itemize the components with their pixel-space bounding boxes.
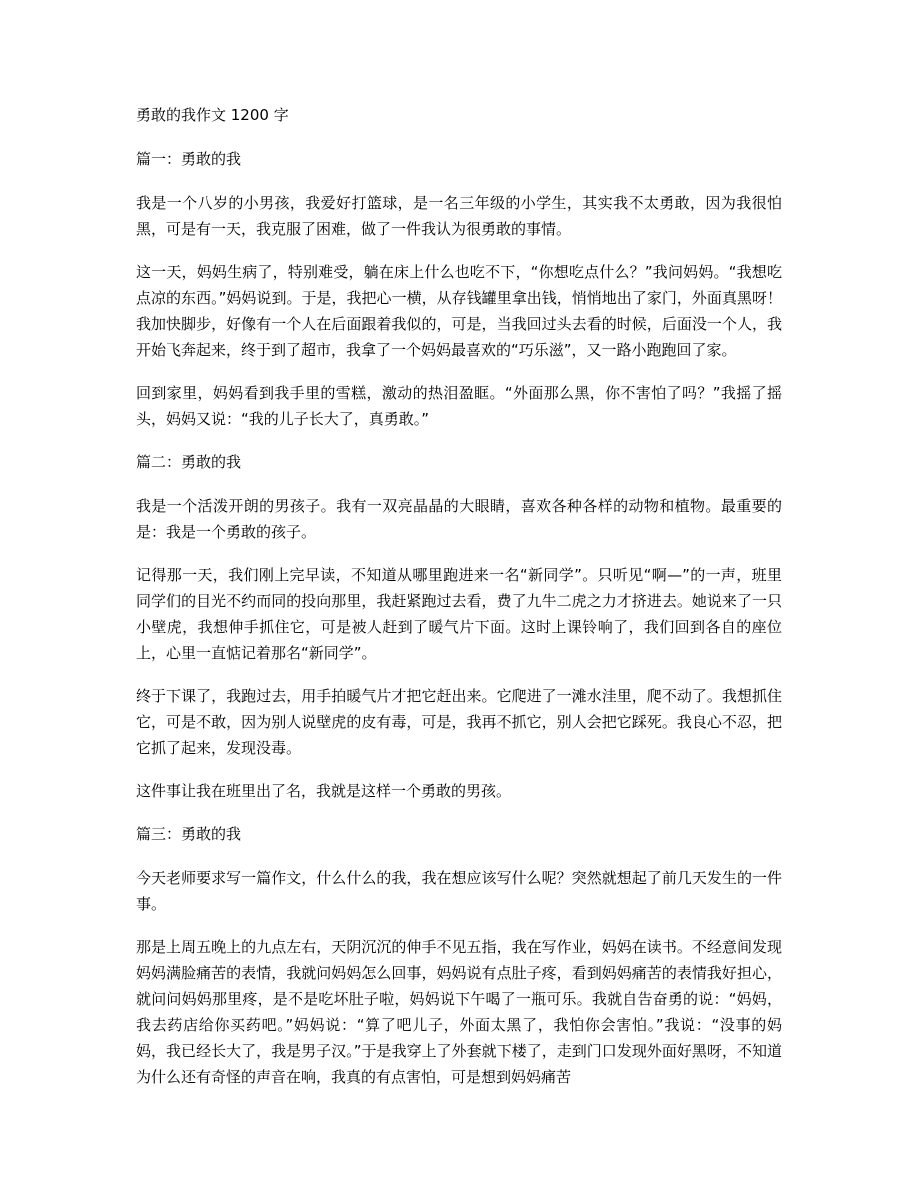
paragraph: 今天老师要求写一篇作文，什么什么的我，我在想应该写什么呢？突然就想起了前几天发生的一件事。 [136,869,782,913]
paragraph: 这一天，妈妈生病了，特别难受，躺在床上什么也吃不下，“你想吃点什么？”我问妈妈。“我想吃点凉的东西。”妈妈说到。于是，我把心一横，从存钱罐里拿出钱，悄悄地出了家门，外面真黑呀！我加快脚步，好像有一个人在后面跟着我似的，可是，当我回过头去看的时候，后面没一个人，我开始飞奔起来，终于到了超市，我拿了一个妈妈最喜欢的“巧乐滋”，又一路小跑跑回了家。 [136,263,782,359]
section-heading-1: 篇一：勇敢的我 [136,150,242,168]
document-page [136,102,782,1107]
paragraph: 记得那一天，我们刚上完早读，不知道从哪里跑进来一名“新同学”。只听见“啊—”的一声，班里同学们的目光不约而同的投向那里，我赶紧跑过去看，费了九牛二虎之力才挤进去。她说来了一只小壁虎，我想伸手抓住它，可是被人赶到了暖气片下面。这时上课铃响了，我们回到各自的座位上，心里一直惦记着那名“新同学”。 [136,566,782,662]
paragraph: 回到家里，妈妈看到我手里的雪糕，激动的热泪盈眶。“外面那么黑，你不害怕了吗？”我摇了摇头，妈妈又说：“我的儿子长大了，真勇敢。” [136,384,782,428]
section-heading-3: 篇三：勇敢的我 [136,825,242,843]
paragraph: 我是一个活泼开朗的男孩子。我有一双亮晶晶的大眼睛，喜欢各种各样的动物和植物。最重要的是：我是一个勇敢的孩子。 [136,497,782,541]
paragraph: 终于下课了，我跑过去，用手拍暖气片才把它赶出来。它爬进了一滩水洼里，爬不动了。我想抓住它，可是不敢，因为别人说壁虎的皮有毒，可是，我再不抓它，别人会把它踩死。我良心不忍，把它抓了起来，发现没毒。 [136,687,782,757]
document-title: 勇敢的我作文 1200 字 [136,106,289,124]
paragraph: 那是上周五晚上的九点左右，天阴沉沉的伸手不见五指，我在写作业，妈妈在读书。不经意间发现妈妈满脸痛苦的表情，我就问妈妈怎么回事，妈妈说有点肚子疼，看到妈妈痛苦的表情我好担心，就问问妈妈那里疼，是不是吃坏肚子啦，妈妈说下午喝了一瓶可乐。我就自告奋勇的说：“妈妈，我去药店给你买药吧。”妈妈说：“算了吧儿子，外面太黑了，我怕你会害怕。”我说：“没事的妈妈，我已经长大了，我是男子汉。”于是我穿上了外套就下楼了，走到门口发现外面好黑呀，不知道为什么还有奇怪的声音在响，我真的有点害怕，可是想到妈妈痛苦 [136,938,782,1086]
paragraph: 我是一个八岁的小男孩，我爱好打篮球，是一名三年级的小学生，其实我不太勇敢，因为我很怕黑，可是有一天，我克服了困难，做了一件我认为很勇敢的事情。 [136,194,782,238]
section-heading-2: 篇二：勇敢的我 [136,453,242,471]
paragraph: 这件事让我在班里出了名，我就是这样一个勇敢的男孩。 [136,782,512,800]
